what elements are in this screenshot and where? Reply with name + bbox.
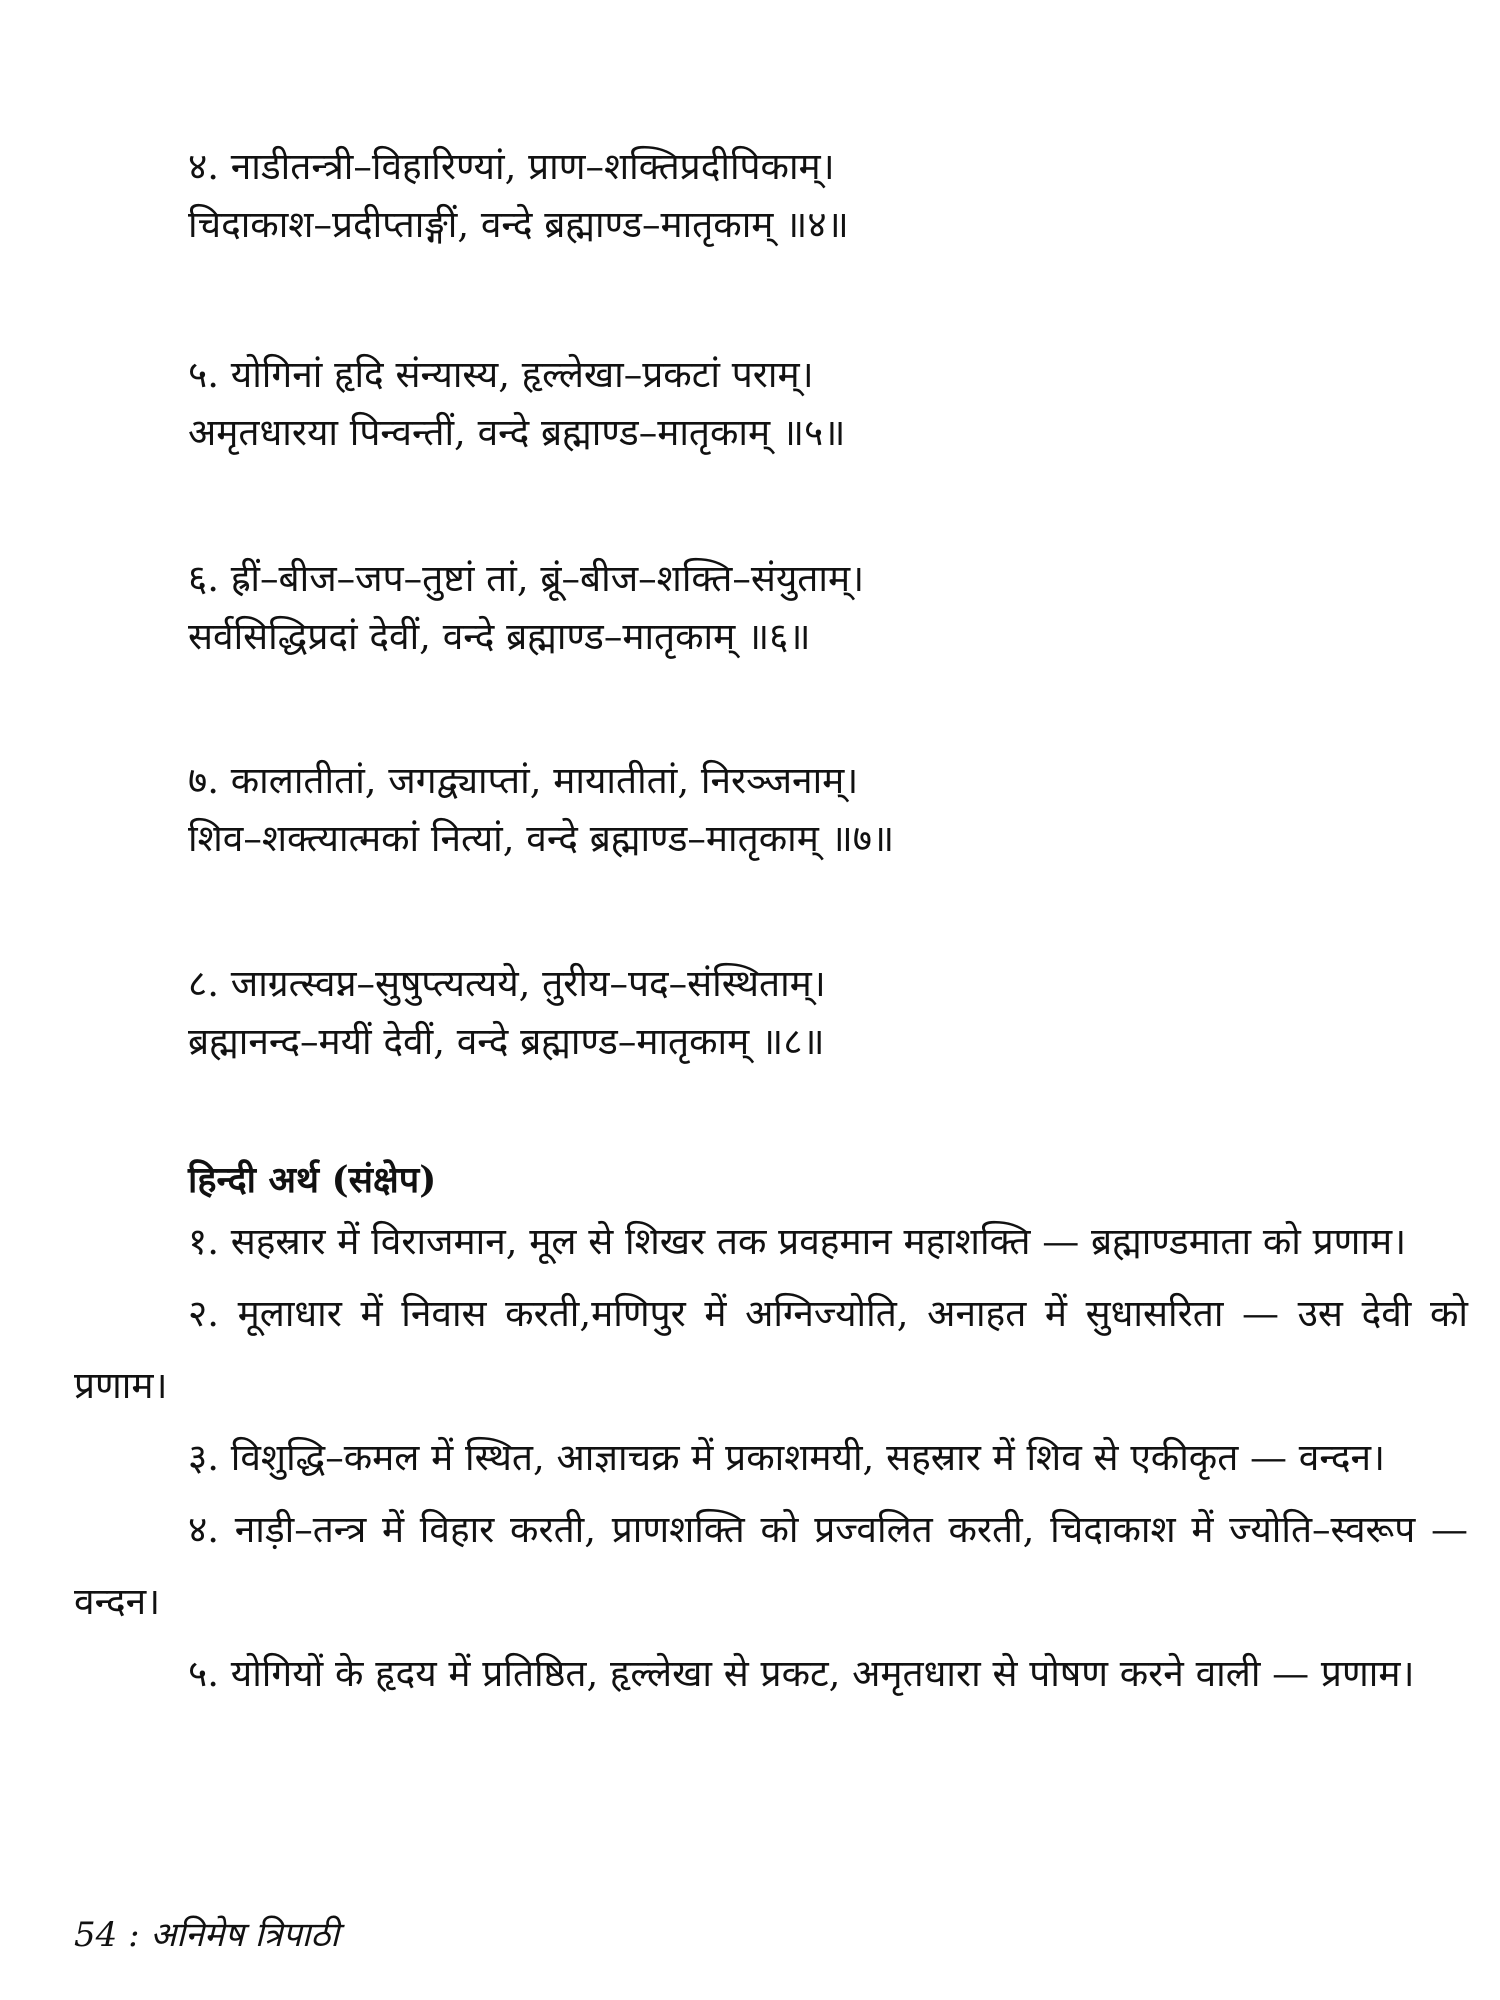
meaning-heading: हिन्दी अर्थ (संक्षेप) — [188, 1159, 437, 1201]
verse-8 — [188, 955, 1388, 1071]
verse-8-line-1: ८. जाग्रत्स्वप्न–सुषुप्त्यत्यये, तुरीय–पद–संस्थिताम्। — [188, 962, 826, 1005]
verse-7-line-2: शिव–शक्त्यात्मकां नित्यां, वन्दे ब्रह्माण्ड–मातृकाम् ॥७॥ — [188, 817, 895, 860]
meaning-paragraph-2: २. मूलाधार में निवास करती,मणिपुर में अग्निज्योति, अनाहत में सुधासरिता — उस देवी को प्रणाम। — [74, 1292, 1468, 1407]
page-footer: 54 : अनिमेष त्रिपाठी — [74, 1915, 340, 1955]
verse-4 — [188, 138, 1388, 254]
verse-6-line-1: ६. ह्रीं–बीज–जप–तुष्टां तां, ब्रूं–बीज–शक्ति–संयुताम्। — [188, 557, 865, 600]
verse-4-line-1: ४. नाडीतन्त्री–विहारिण्यां, प्राण–शक्तिप्रदीपिकाम्। — [188, 145, 835, 188]
verse-7-line-1: ७. कालातीतां, जगद्व्याप्तां, मायातीतां, निरञ्जनाम्। — [188, 759, 859, 802]
verse-5 — [188, 346, 1388, 462]
meaning-paragraph-5: ५. योगियों के हृदय में प्रतिष्ठित, हृल्लेखा से प्रकट, अमृतधारा से पोषण करने वाली — प्रणाम। — [188, 1652, 1415, 1695]
meaning-section — [74, 1206, 1468, 1710]
verse-5-line-2: अमृतधारया पिन्वन्तीं, वन्दे ब्रह्माण्ड–मातृकाम् ॥५॥ — [188, 411, 846, 454]
verse-5-line-1: ५. योगिनां हृदि संन्यास्य, हृल्लेखा–प्रकटां पराम्। — [188, 353, 814, 396]
meaning-paragraph-1: १. सहस्रार में विराजमान, मूल से शिखर तक प्रवहमान महाशक्ति — ब्रह्माण्डमाता को प्रणाम। — [188, 1220, 1407, 1263]
verse-4-line-2: चिदाकाश–प्रदीप्ताङ्गीं, वन्दे ब्रह्माण्ड–मातृकाम् ॥४॥ — [188, 203, 849, 246]
meaning-paragraph-3: ३. विशुद्धि–कमल में स्थित, आज्ञाचक्र में प्रकाशमयी, सहस्रार में शिव से एकीकृत — वन्दन। — [188, 1436, 1386, 1479]
verse-6 — [188, 550, 1388, 666]
meaning-paragraph-4: ४. नाड़ी–तन्त्र में विहार करती, प्राणशक्ति को प्रज्वलित करती, चिदाकाश में ज्योति–स्वरूप — वन्दन। — [74, 1508, 1468, 1623]
verse-8-line-2: ब्रह्मानन्द–मयीं देवीं, वन्दे ब्रह्माण्ड–मातृकाम् ॥८॥ — [188, 1020, 825, 1063]
verse-7 — [188, 752, 1388, 868]
verse-6-line-2: सर्वसिद्धिप्रदां देवीं, वन्दे ब्रह्माण्ड–मातृकाम् ॥६॥ — [188, 615, 811, 658]
